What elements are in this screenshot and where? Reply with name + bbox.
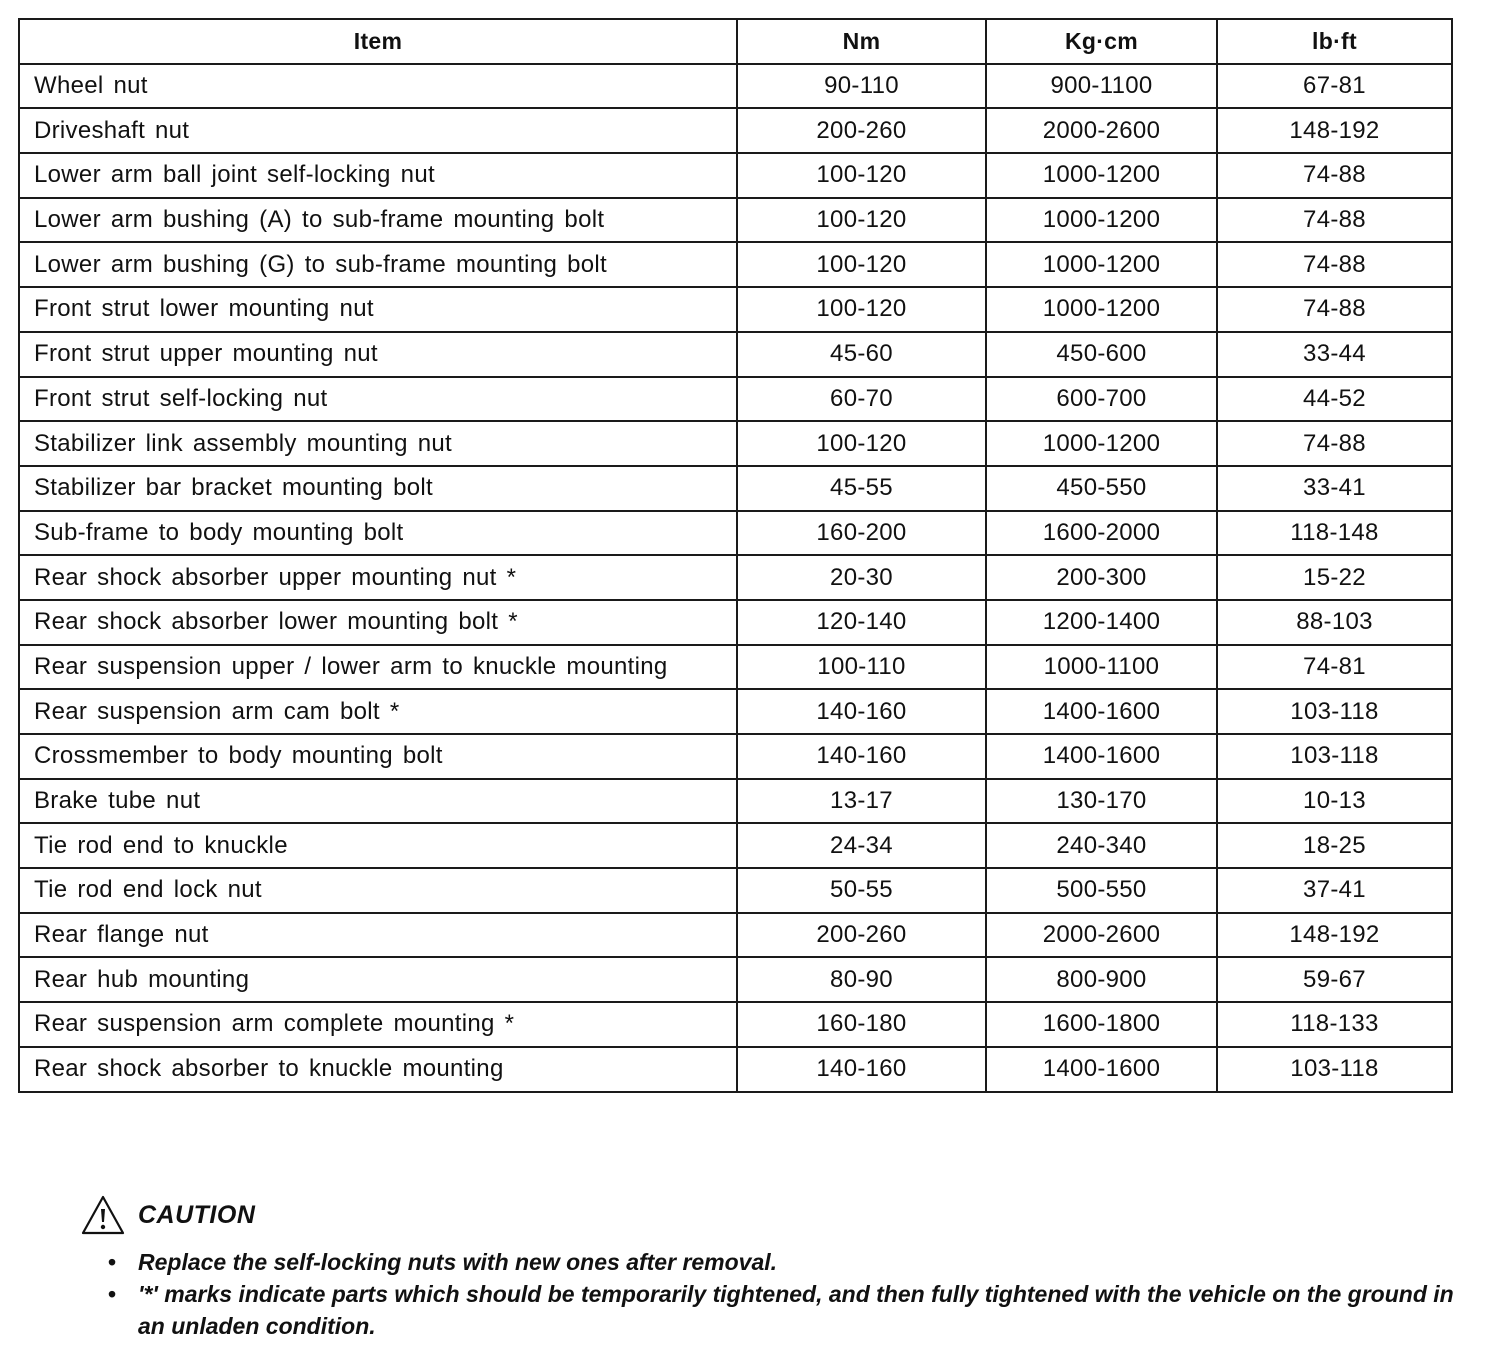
- cell-kgcm: 450-550: [986, 466, 1217, 511]
- cell-kgcm: 1000-1200: [986, 198, 1217, 243]
- cell-nm: 24-34: [737, 823, 986, 868]
- header-kgcm: Kg·cm: [986, 19, 1217, 64]
- table-row: [19, 198, 1452, 243]
- cell-nm: 160-200: [737, 511, 986, 556]
- header-lbft: lb·ft: [1217, 19, 1452, 64]
- cell-lbft: 103-118: [1217, 689, 1452, 734]
- cell-lbft: 37-41: [1217, 868, 1452, 913]
- cell-nm: 200-260: [737, 913, 986, 958]
- cell-nm: 100-120: [737, 153, 986, 198]
- cell-item: Tie rod end lock nut: [19, 868, 737, 913]
- cell-lbft: 33-41: [1217, 466, 1452, 511]
- cell-kgcm: 450-600: [986, 332, 1217, 377]
- cell-lbft: 44-52: [1217, 377, 1452, 422]
- cell-nm: 140-160: [737, 734, 986, 779]
- bullet: •: [108, 1281, 117, 1307]
- table-row: [19, 868, 1452, 913]
- cell-lbft: 10-13: [1217, 779, 1452, 824]
- cell-kgcm: 1000-1200: [986, 242, 1217, 287]
- cell-kgcm: 130-170: [986, 779, 1217, 824]
- cell-item: Stabilizer bar bracket mounting bolt: [19, 466, 737, 511]
- cell-lbft: 74-88: [1217, 421, 1452, 466]
- cell-lbft: 74-81: [1217, 645, 1452, 690]
- caution-header: [80, 1192, 1470, 1238]
- table-row: [19, 511, 1452, 556]
- table-row: [19, 555, 1452, 600]
- cell-item: Rear shock absorber lower mounting bolt *: [19, 600, 737, 645]
- table-row: [19, 1047, 1452, 1092]
- cell-kgcm: 200-300: [986, 555, 1217, 600]
- table-row: [19, 421, 1452, 466]
- cell-item: Front strut lower mounting nut: [19, 287, 737, 332]
- cell-item: Front strut self-locking nut: [19, 377, 737, 422]
- table-row: [19, 377, 1452, 422]
- cell-item: Sub-frame to body mounting bolt: [19, 511, 737, 556]
- cell-nm: 20-30: [737, 555, 986, 600]
- table-row: [19, 734, 1452, 779]
- caution-note: [80, 1246, 1470, 1278]
- cell-item: Tie rod end to knuckle: [19, 823, 737, 868]
- table-row: [19, 242, 1452, 287]
- cell-kgcm: 1000-1200: [986, 287, 1217, 332]
- bullet: •: [108, 1249, 117, 1275]
- table-row: [19, 332, 1452, 377]
- cell-lbft: 59-67: [1217, 957, 1452, 1002]
- cell-nm: 140-160: [737, 1047, 986, 1092]
- cell-item: Driveshaft nut: [19, 108, 737, 153]
- cell-kgcm: 1400-1600: [986, 689, 1217, 734]
- cell-nm: 140-160: [737, 689, 986, 734]
- cell-kgcm: 1600-1800: [986, 1002, 1217, 1047]
- cell-kgcm: 240-340: [986, 823, 1217, 868]
- cell-kgcm: 1600-2000: [986, 511, 1217, 556]
- caution-note: [80, 1278, 1470, 1342]
- cell-kgcm: 500-550: [986, 868, 1217, 913]
- cell-lbft: 118-148: [1217, 511, 1452, 556]
- cell-nm: 100-120: [737, 287, 986, 332]
- cell-lbft: 33-44: [1217, 332, 1452, 377]
- caution-note-text: '*' marks indicate parts which should be temporarily tightened, and then fully tightened with the vehicle on the ground in an unladen condition.: [138, 1281, 1454, 1339]
- caution-note-text: Replace the self-locking nuts with new ones after removal.: [138, 1249, 778, 1275]
- cell-item: Rear shock absorber upper mounting nut *: [19, 555, 737, 600]
- cell-kgcm: 1400-1600: [986, 734, 1217, 779]
- header-item: Item: [19, 19, 737, 64]
- cell-kgcm: 2000-2600: [986, 913, 1217, 958]
- cell-item: Stabilizer link assembly mounting nut: [19, 421, 737, 466]
- cell-nm: 45-60: [737, 332, 986, 377]
- cell-nm: 120-140: [737, 600, 986, 645]
- cell-nm: 90-110: [737, 64, 986, 109]
- cell-lbft: 18-25: [1217, 823, 1452, 868]
- table-body: [19, 64, 1452, 1092]
- cell-lbft: 74-88: [1217, 242, 1452, 287]
- cell-kgcm: 900-1100: [986, 64, 1217, 109]
- table-row: [19, 466, 1452, 511]
- caution-notes: [80, 1246, 1470, 1342]
- cell-item: Lower arm bushing (A) to sub-frame mounting bolt: [19, 198, 737, 243]
- cell-nm: 13-17: [737, 779, 986, 824]
- cell-lbft: 148-192: [1217, 108, 1452, 153]
- cell-lbft: 148-192: [1217, 913, 1452, 958]
- cell-nm: 50-55: [737, 868, 986, 913]
- cell-nm: 200-260: [737, 108, 986, 153]
- cell-item: Brake tube nut: [19, 779, 737, 824]
- cell-kgcm: 1000-1200: [986, 153, 1217, 198]
- cell-lbft: 74-88: [1217, 287, 1452, 332]
- cell-kgcm: 800-900: [986, 957, 1217, 1002]
- cell-kgcm: 2000-2600: [986, 108, 1217, 153]
- cell-item: Rear hub mounting: [19, 957, 737, 1002]
- table-row: [19, 779, 1452, 824]
- table-header-row: [19, 19, 1452, 64]
- table-row: [19, 913, 1452, 958]
- caution-title: CAUTION: [138, 1200, 256, 1229]
- table-row: [19, 957, 1452, 1002]
- cell-nm: 100-120: [737, 242, 986, 287]
- cell-item: Crossmember to body mounting bolt: [19, 734, 737, 779]
- table-row: [19, 689, 1452, 734]
- table-row: [19, 645, 1452, 690]
- table-row: [19, 64, 1452, 109]
- cell-lbft: 118-133: [1217, 1002, 1452, 1047]
- table-row: [19, 1002, 1452, 1047]
- table-row: [19, 287, 1452, 332]
- table-row: [19, 823, 1452, 868]
- caution-box: [80, 1192, 1470, 1342]
- cell-item: Front strut upper mounting nut: [19, 332, 737, 377]
- cell-kgcm: 1400-1600: [986, 1047, 1217, 1092]
- table-row: [19, 108, 1452, 153]
- cell-nm: 80-90: [737, 957, 986, 1002]
- cell-lbft: 103-118: [1217, 1047, 1452, 1092]
- cell-lbft: 74-88: [1217, 153, 1452, 198]
- cell-item: Rear suspension arm cam bolt *: [19, 689, 737, 734]
- cell-item: Lower arm bushing (G) to sub-frame mounting bolt: [19, 242, 737, 287]
- cell-kgcm: 1000-1100: [986, 645, 1217, 690]
- cell-nm: 100-120: [737, 198, 986, 243]
- cell-item: Rear suspension upper / lower arm to knuckle mounting: [19, 645, 737, 690]
- cell-nm: 45-55: [737, 466, 986, 511]
- header-nm: Nm: [737, 19, 986, 64]
- table-row: [19, 153, 1452, 198]
- torque-spec-table: [18, 18, 1453, 1093]
- cell-nm: 100-110: [737, 645, 986, 690]
- cell-item: Lower arm ball joint self-locking nut: [19, 153, 737, 198]
- cell-item: Rear flange nut: [19, 913, 737, 958]
- cell-kgcm: 600-700: [986, 377, 1217, 422]
- cell-item: Rear suspension arm complete mounting *: [19, 1002, 737, 1047]
- cell-lbft: 15-22: [1217, 555, 1452, 600]
- cell-lbft: 88-103: [1217, 600, 1452, 645]
- cell-item: Rear shock absorber to knuckle mounting: [19, 1047, 737, 1092]
- cell-lbft: 67-81: [1217, 64, 1452, 109]
- warning-triangle-icon: [80, 1194, 126, 1236]
- cell-lbft: 74-88: [1217, 198, 1452, 243]
- cell-nm: 160-180: [737, 1002, 986, 1047]
- cell-nm: 100-120: [737, 421, 986, 466]
- cell-kgcm: 1000-1200: [986, 421, 1217, 466]
- table-row: [19, 600, 1452, 645]
- cell-item: Wheel nut: [19, 64, 737, 109]
- cell-lbft: 103-118: [1217, 734, 1452, 779]
- cell-kgcm: 1200-1400: [986, 600, 1217, 645]
- cell-nm: 60-70: [737, 377, 986, 422]
